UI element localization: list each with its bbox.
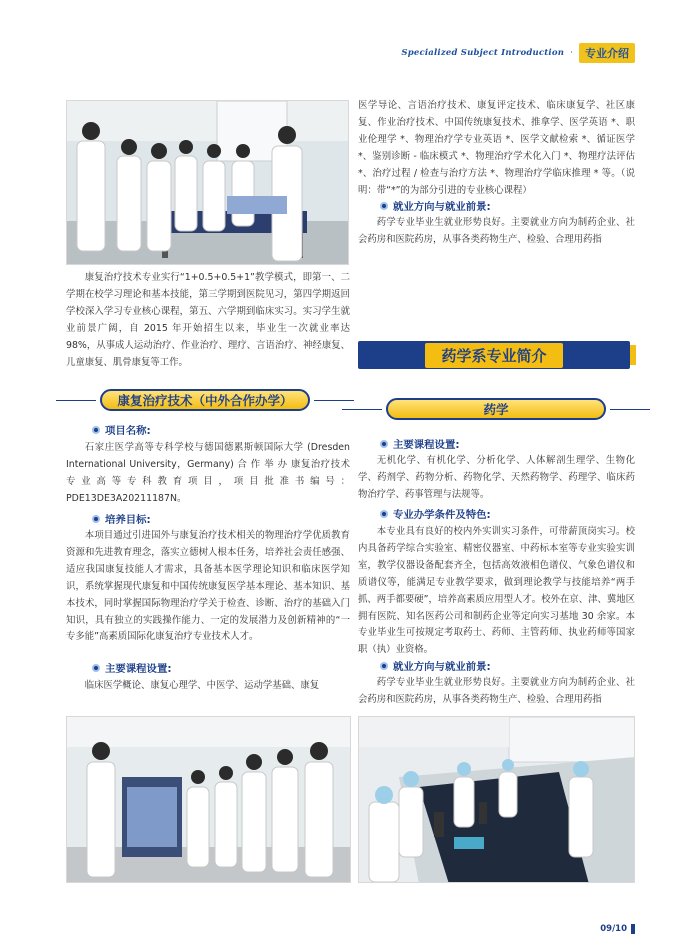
- project-name-heading: [92, 422, 151, 437]
- rehab-course-label: 主要课程设置:: [105, 663, 172, 675]
- rehab-course-text-continued: 医学导论、言语治疗技术、康复评定技术、临床康复学、社区康复、作业治疗技术、中国传统康复技术、推拿学、医学英语 *、职业伦理学 *、物理治疗学专业英语 *、医学文献检索 *、循证医学 *、鉴别诊断 - 临床模式 *、物理治疗学术化入门 *、物理疗法评估 *、治疗过程 / 检查与治疗方法 *、物理治疗学临床推理 * 等。（说明：带“*”的为部分引进的专业核心课程）: [358, 100, 635, 196]
- bullet-icon: [380, 440, 388, 448]
- bullet-icon: [92, 515, 100, 523]
- header-english-title: Specialized Subject Introduction: [401, 48, 565, 58]
- rehab-job-text: 药学专业毕业生就业形势良好。主要就业方向为制药企业、社会药房和医院药房，从事各类药物生产、检验、合理用药指: [358, 217, 635, 245]
- rehab-lab-photo: [66, 100, 349, 265]
- training-goal-text: 本项目通过引进国外与康复治疗技术相关的物理治疗学优质教育资源和先进教育理念，落实立德树人根本任务，培养社会责任感强、适应我国康复技能人才需求，具备基本医学理论知识和临床医学知识，系统掌握现代康复和中国传统康复医学基本理论、基本知识、基本技术，同时掌握国际物理治疗学关于检查、诊断、治疗的基础入门知识，具有独立的实践操作能力、一定的发展潜力及创新精神的“一专多能”高素质国际化康复治疗专业技术人才。: [66, 530, 350, 643]
- rehab-job-heading: [380, 198, 491, 213]
- rehab-demo-photo: [66, 716, 351, 883]
- pharmacy-dept-title: 药学系专业简介: [425, 343, 562, 368]
- header-separator: ·: [570, 48, 573, 58]
- bullet-icon: [380, 202, 388, 210]
- page-footer: [600, 924, 635, 934]
- pharmacy-major-title: 药学: [386, 398, 606, 420]
- project-name-label: 项目名称:: [105, 425, 151, 437]
- pharmacy-job-label: 就业方向与就业前景:: [393, 661, 491, 673]
- rehab-program-title: 康复治疗技术（中外合作办学）: [100, 389, 310, 411]
- page-number: 09/10: [600, 924, 627, 934]
- pharmacy-job-heading: [380, 658, 491, 673]
- bullet-icon: [380, 510, 388, 518]
- pharmacy-course-label: 主要课程设置:: [393, 439, 460, 451]
- training-goal-heading: [92, 511, 151, 526]
- bullet-icon: [380, 662, 388, 670]
- bullet-icon: [92, 664, 100, 672]
- pharmacy-dept-banner: [358, 341, 630, 369]
- pharmacy-condition-text: 本专业具有良好的校内外实训实习条件，可带薪顶岗实习。校内具备药学综合实验室、精密仪器室、中药标本室等专业实验实训室，教学仪器设备配套齐全，包括高效液相色谱仪、气象色谱仪和质谱仪等，能满足专业教学要求，做到理论教学与技能培养“两手抓、两手都要硬”，培养高素质应用型人才。校外在京、津、冀地区拥有医院、知名医药公司和制药企业等定向实习基地 30 余家。本专业毕业生可按规定考取药士、药师、主管药师、执业药师等国家职（执）业资格。: [358, 526, 635, 656]
- pharmacy-job-text: 药学专业毕业生就业形势良好。主要就业方向为制药企业、社会药房和医院药房，从事各类药物生产、检验、合理用药指: [358, 677, 635, 705]
- rehab-course-text-start: 临床医学概论、康复心理学、中医学、运动学基础、康复: [84, 680, 320, 691]
- rehab-intro-paragraph: 康复治疗技术专业实行“1+0.5+0.5+1”教学模式，即第一、二学期在校学习理论和基本技能，第三学期到医院见习，第四学期返回学校深入学习专业核心课程，第五、六学期到临床实习。实习学生就业前景广阔，自 2015 年开始招生以来，毕业生一次就业率达 98%，从事成人运动治疗、作业治疗、理疗、言语治疗、神经康复、儿童康复、肌骨康复等工作。: [66, 272, 350, 368]
- header-chinese-title: 专业介绍: [579, 43, 635, 63]
- bullet-icon: [92, 426, 100, 434]
- rehab-job-label: 就业方向与就业前景:: [393, 201, 491, 213]
- page-header: [401, 44, 635, 62]
- footer-bar: [631, 924, 635, 934]
- pharmacy-lab-photo: [358, 716, 635, 883]
- pharmacy-condition-heading: [380, 506, 491, 521]
- pharmacy-condition-label: 专业办学条件及特色:: [393, 509, 491, 521]
- pharmacy-course-heading: [380, 436, 460, 451]
- project-name-text: 石家庄医学高等专科学校与德国德累斯顿国际大学 (Dresden International University，Germany) 合 作 举 办 康复治疗技术专业高等专科教育项目，项目批准书编号：PDE13DE3A20211187N。: [66, 442, 350, 504]
- pharmacy-course-text: 无机化学、有机化学、分析化学、人体解剖生理学、生物化学、药剂学、药物分析、药物化学、天然药物学、药理学、临床药物治疗学、药事管理与法规等。: [358, 455, 635, 500]
- training-goal-label: 培养目标:: [105, 514, 151, 526]
- rehab-course-heading: [92, 660, 172, 675]
